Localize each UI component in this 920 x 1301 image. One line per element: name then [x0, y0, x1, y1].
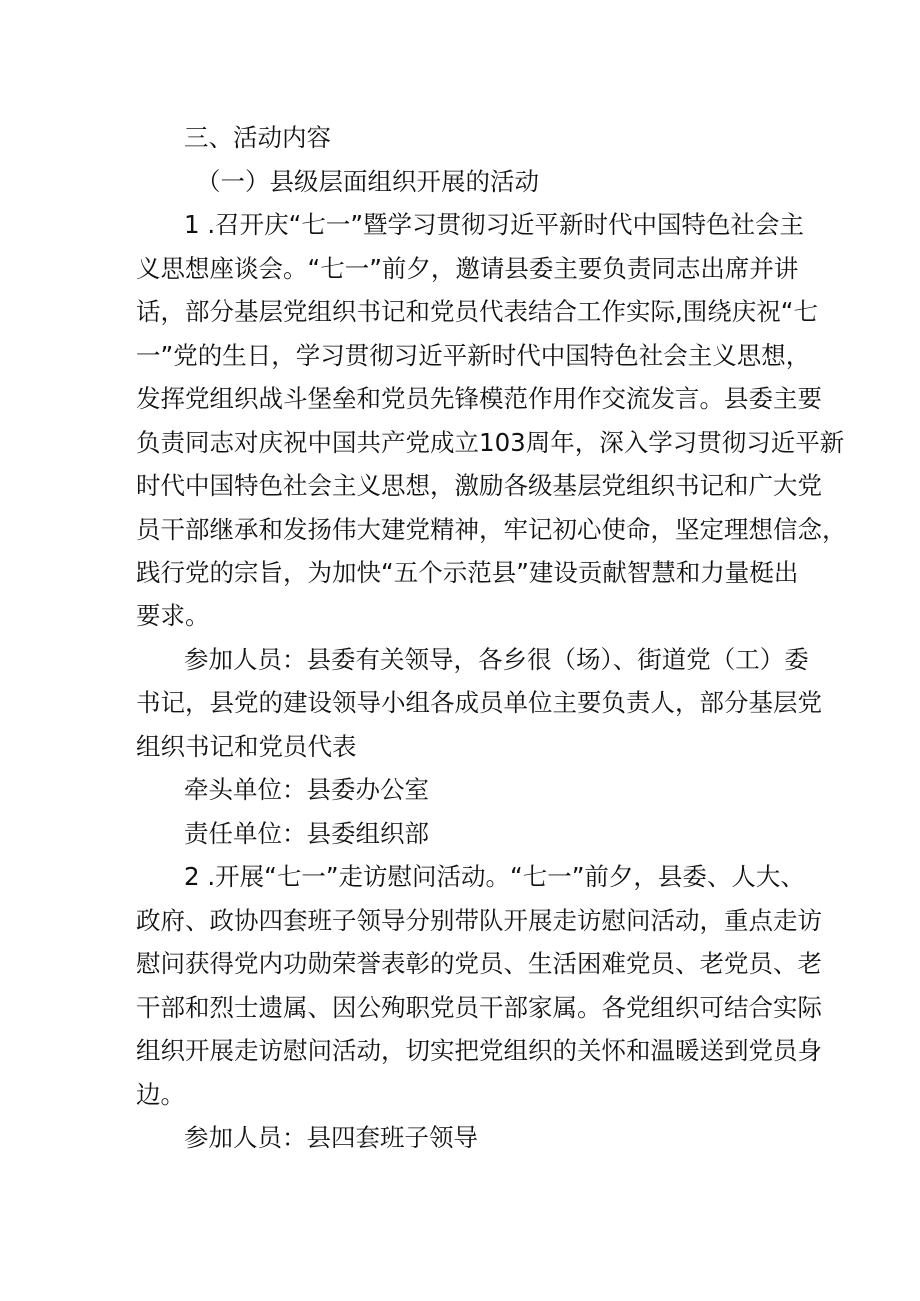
paragraph-line: 要求。 [136, 601, 210, 630]
responsible-unit-line: 责任单位：县委组织部 [184, 819, 429, 848]
participants-line: 参加人员：县委有关领导，各乡很（场）、街道党（工）委 [184, 645, 809, 674]
paragraph-line: 发挥党组织战斗堡垒和党员先锋模范作用作交流发言。县委主要 [136, 384, 822, 413]
paragraph-line: 时代中国特色社会主义思想，激励各级基层党组织书记和广大党 [136, 471, 822, 500]
paragraph-line: 2 .开展“七一”走访慰问活动。“七一”前夕，县委、人大、 [184, 862, 805, 891]
participants-line: 书记，县党的建设领导小组各成员单位主要负责人，部分基层党 [136, 688, 822, 717]
paragraph-line: 一”党的生日，学习贯彻习近平新时代中国特色社会主义思想， [136, 341, 811, 370]
paragraph-line: 慰问获得党内功勋荣誉表彰的党员、生活困难党员、老党员、老 [136, 949, 822, 978]
subsection-heading: （一）县级层面组织开展的活动 [196, 167, 539, 196]
section-heading: 三、活动内容 [184, 123, 331, 152]
paragraph-line: 组织开展走访慰问活动，切实把党组织的关怀和温暖送到党员身 [136, 1036, 822, 1065]
paragraph-line: 负责同志对庆祝中国共产党成立103周年，深入学习贯彻习近平新 [136, 428, 845, 457]
participants-line: 参加人员：县四套班子领导 [184, 1123, 478, 1152]
paragraph-line: 政府、政协四套班子领导分别带队开展走访慰问活动，重点走访 [136, 906, 822, 935]
participants-line: 组织书记和党员代表 [136, 732, 357, 761]
paragraph-line: 员干部继承和发扬伟大建党精神，牢记初心使命，坚定理想信念， [136, 515, 847, 544]
lead-unit-line: 牵头单位：县委办公室 [184, 775, 429, 804]
paragraph-line: 话，部分基层党组织书记和党员代表结合工作实际,围绕庆祝“七 [136, 297, 818, 326]
paragraph-line: 践行党的宗旨，为加快“五个示范县”建设贡献智慧和力量梃出 [136, 558, 799, 587]
paragraph-line: 1 .召开庆“七一”暨学习贯彻习近平新时代中国特色社会主 [184, 210, 805, 239]
paragraph-line: 边。 [136, 1080, 185, 1109]
paragraph-line: 义思想座谈会。“七一”前夕，邀请县委主要负责同志出席并讲 [136, 254, 799, 283]
paragraph-line: 干部和烈士遗属、因公殉职党员干部家属。各党组织可结合实际 [136, 993, 822, 1022]
